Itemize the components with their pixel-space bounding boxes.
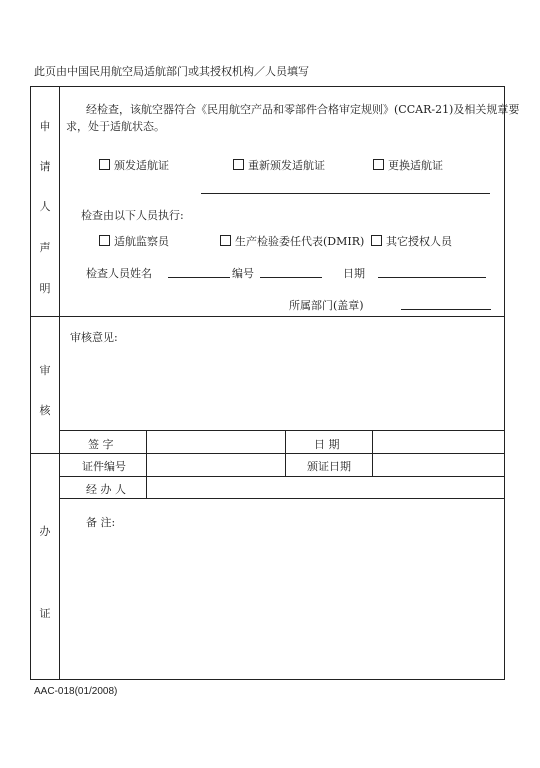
side-label-char: 人 (39, 200, 51, 213)
review-date-label: 日 期 (314, 438, 340, 451)
number-field[interactable] (260, 277, 322, 278)
side-label-char: 申 (39, 120, 51, 133)
checkbox[interactable] (373, 159, 384, 170)
blank-line (201, 193, 490, 194)
statement-line-2: 求，处于适航状态。 (66, 120, 165, 133)
department-field[interactable] (401, 309, 491, 310)
checkbox[interactable] (99, 235, 110, 246)
side-label-char: 证 (39, 607, 51, 620)
signature-label: 签 字 (88, 438, 114, 451)
certificate-no-label: 证件编号 (82, 460, 126, 473)
cell-divider-middle (285, 430, 286, 476)
side-label-char: 审 (39, 364, 51, 377)
side-label-char: 核 (39, 404, 51, 417)
remarks-label: 备 注: (86, 516, 116, 529)
side-label-char: 办 (39, 525, 51, 538)
number-label: 编号 (232, 267, 254, 280)
inspected-by-label: 检查由以下人员执行: (81, 209, 184, 222)
checkbox[interactable] (99, 159, 110, 170)
option-other-authorized[interactable]: 其它授权人员 (371, 233, 452, 249)
department-label: 所属部门(盖章) (289, 299, 364, 312)
side-label-char: 明 (39, 282, 51, 295)
review-opinion-label: 审核意见: (70, 331, 118, 344)
form-code: AAC-018(01/2008) (34, 686, 118, 697)
checkbox[interactable] (220, 235, 231, 246)
inspector-name-label: 检查人员姓名 (86, 267, 152, 280)
statement-line-1: 经检查，该航空器符合《民用航空产品和零部件合格审定规则》(CCAR-21)及相关规章要 (86, 103, 520, 116)
column-divider (59, 86, 60, 680)
handler-label: 经 办 人 (86, 483, 126, 496)
option-issue-certificate[interactable]: 颁发适航证 (99, 157, 169, 173)
form-frame (30, 86, 505, 680)
issue-date-label: 颁证日期 (307, 460, 351, 473)
certificate-no-field[interactable] (147, 454, 284, 475)
page-header: 此页由中国民用航空局适航部门或其授权机构／人员填写 (34, 65, 309, 78)
checkbox[interactable] (233, 159, 244, 170)
option-replace-certificate[interactable]: 更换适航证 (373, 157, 443, 173)
option-dmir[interactable]: 生产检验委任代表(DMIR) (220, 233, 364, 249)
side-label-char: 声 (39, 241, 51, 254)
checkbox[interactable] (371, 235, 382, 246)
option-reissue-certificate[interactable]: 重新颁发适航证 (233, 157, 325, 173)
date-label: 日期 (343, 267, 365, 280)
issue-date-field[interactable] (373, 454, 504, 475)
option-airworthiness-inspector[interactable]: 适航监察员 (99, 233, 169, 249)
signature-field[interactable] (147, 431, 284, 452)
date-field[interactable] (378, 277, 486, 278)
row-divider-handler (59, 498, 505, 499)
review-date-field[interactable] (373, 431, 504, 452)
handler-field[interactable] (147, 477, 504, 497)
inspector-name-field[interactable] (168, 277, 230, 278)
side-label-char: 请 (39, 160, 51, 173)
section-divider-applicant (30, 316, 505, 317)
